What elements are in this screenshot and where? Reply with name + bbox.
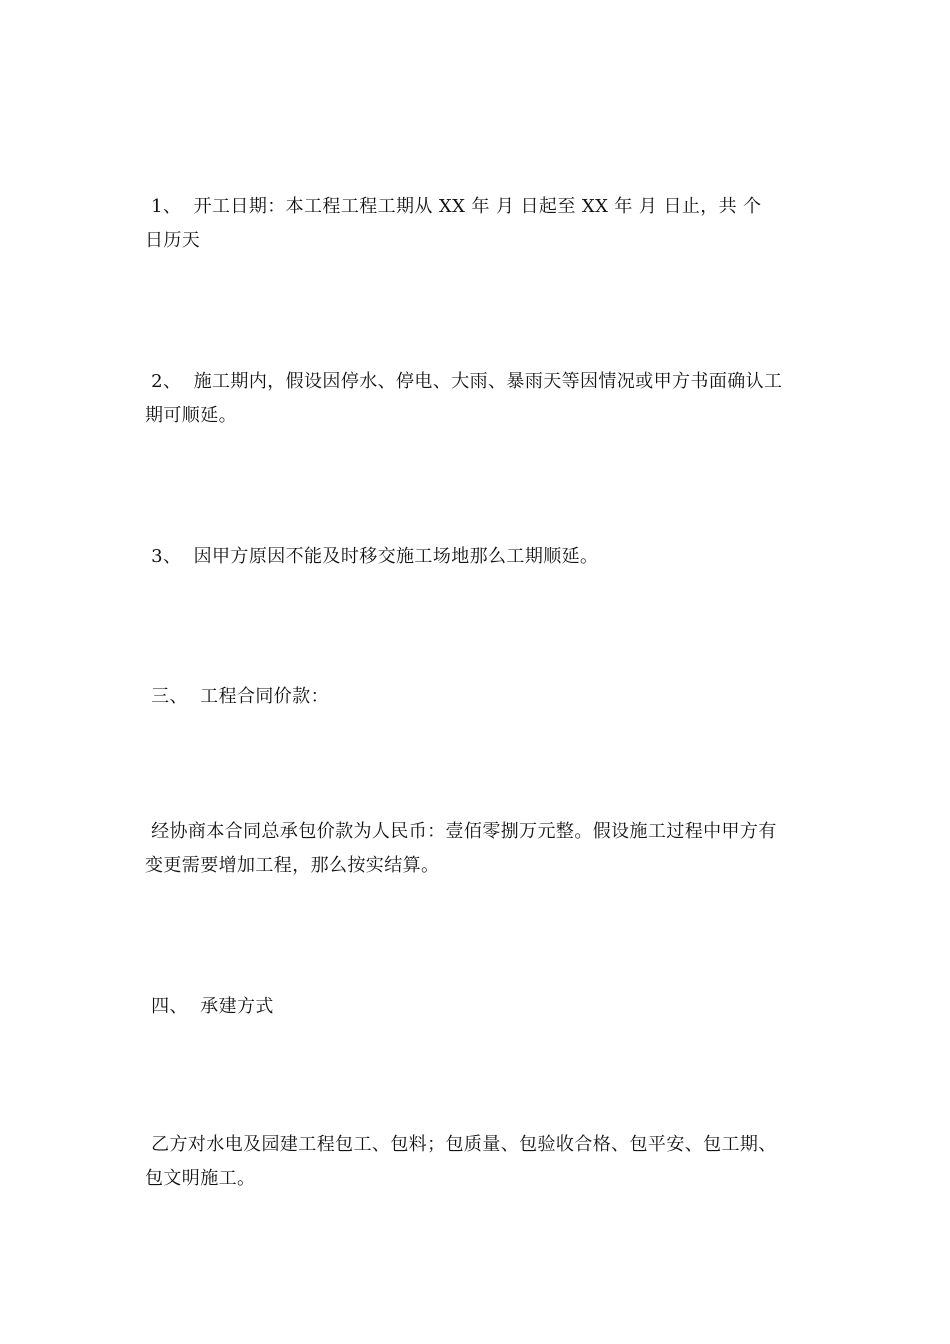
clause-2-line-1: 2、 施工期内，假设因停水、停电、大雨、暴雨天等因情况或甲方书面确认工 [145, 371, 783, 392]
contract-price-line-2: 变更需要增加工程，那么按实结算。 [145, 855, 440, 876]
clause-1-line-2: 日历天 [145, 230, 201, 251]
clause-2-line-2: 期可顺延。 [145, 405, 237, 426]
contract-price-paragraph [145, 815, 810, 883]
clause-3-line-1: 3、 因甲方原因不能及时移交施工场地那么工期顺延。 [145, 546, 599, 567]
clause-3-site-handover [145, 540, 810, 574]
section-4-heading [145, 990, 810, 1024]
section-4-title: 四、 承建方式 [145, 996, 274, 1017]
section-3-heading [145, 680, 810, 714]
clause-1-line-1: 1、 开工日期：本工程工程工期从 XX 年 月 日起至 XX 年 月 日止，共 个 [145, 196, 762, 217]
clause-2-delay [145, 365, 810, 433]
construction-method-line-1: 乙方对水电及园建工程包工、包料；包质量、包验收合格、包平安、包工期、 [145, 1134, 777, 1155]
contract-price-line-1: 经协商本合同总承包价款为人民币：壹佰零捌万元整。假设施工过程中甲方有 [145, 821, 777, 842]
construction-method-line-2: 包文明施工。 [145, 1168, 256, 1189]
construction-method-paragraph [145, 1128, 810, 1196]
clause-1-start-date [145, 190, 810, 258]
section-3-title: 三、 工程合同价款： [145, 686, 329, 707]
